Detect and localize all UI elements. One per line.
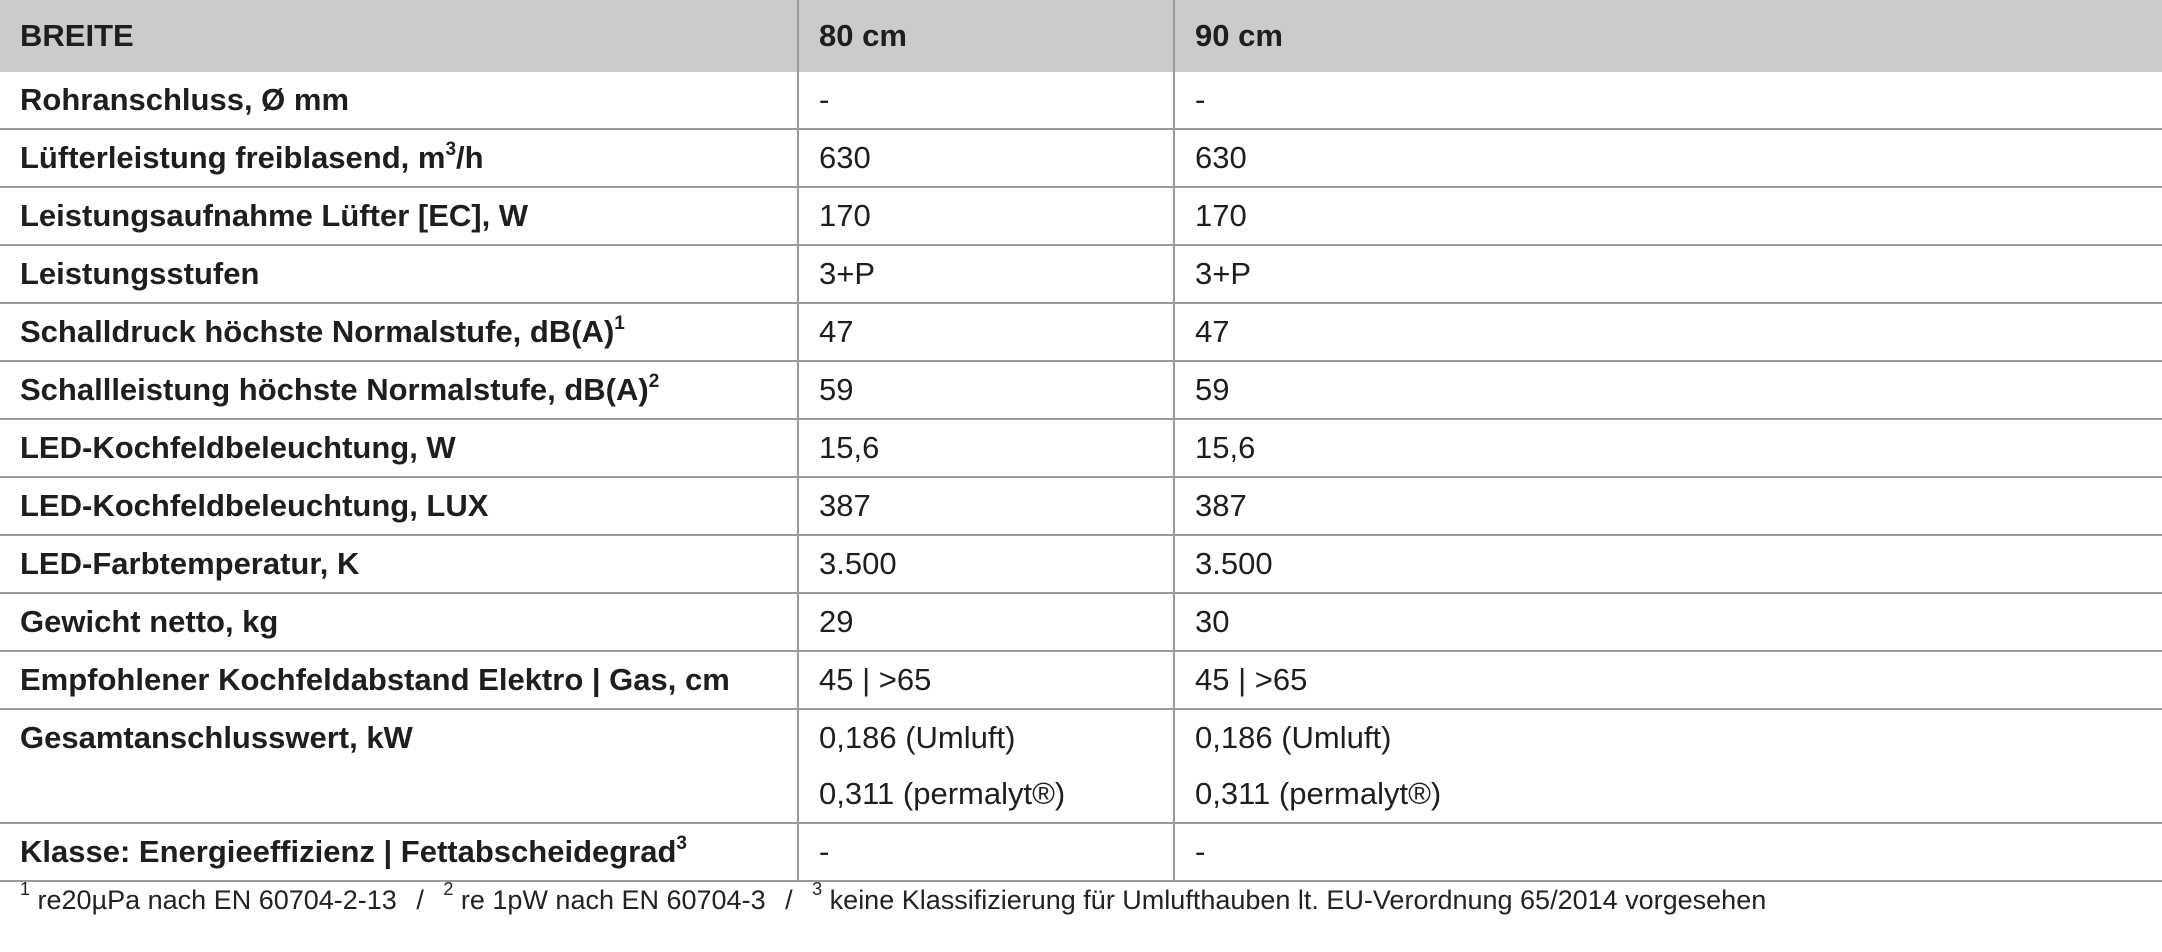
value-80: 47 — [798, 303, 1174, 361]
footnote-separator: / — [416, 885, 424, 915]
value-80: 3.500 — [798, 535, 1174, 593]
value-90: 47 — [1174, 303, 2162, 361]
value-80: - — [798, 72, 1174, 129]
footnote-number: 1 — [20, 879, 31, 899]
header-breite: BREITE — [0, 0, 798, 72]
value-80: 45 | >65 — [798, 651, 1174, 709]
header-row — [0, 0, 2162, 72]
superscript: 3 — [445, 138, 457, 160]
row-label: Schallleistung höchste Normalstufe, $dB(A)^2$ — [0, 361, 798, 419]
footnote-text: keine Klassifizierung für Umlufthauben lt. EU-Verordnung 65/2014 vorgesehen — [829, 885, 1767, 915]
value-90: - — [1174, 72, 2162, 129]
row-label: Lüfterleistung freiblasend, $m^3/h$ — [0, 129, 798, 187]
footnote-ref: 1 — [614, 312, 625, 334]
footnote-ref: 3 — [676, 832, 687, 854]
row-label: LED-Farbtemperatur, K — [0, 535, 798, 593]
table-row — [0, 535, 2162, 593]
table-row — [0, 477, 2162, 535]
value-80: 15,6 — [798, 419, 1174, 477]
row-label: Schalldruck höchste Normalstufe, $dB(A)^1$ — [0, 303, 798, 361]
value-line: 0,311 (permalyt®) — [819, 776, 1066, 811]
row-label: Gesamtanschlusswert, kW — [0, 709, 798, 823]
value-90: - — [1174, 823, 2162, 881]
footnote-separator: / — [785, 885, 793, 915]
value-line: 0,186 (Umluft) — [819, 720, 1016, 755]
table-row — [0, 187, 2162, 245]
value-90: 170 — [1174, 187, 2162, 245]
value-90: 15,6 — [1174, 419, 2162, 477]
footnotes — [20, 879, 1767, 918]
value-80: 3+P — [798, 245, 1174, 303]
footnote-number: 2 — [443, 879, 454, 899]
row-label: Empfohlener Kochfeldabstand Elektro | Gas, cm — [0, 651, 798, 709]
row-label: Leistungsaufnahme Lüfter [EC], W — [0, 187, 798, 245]
table-row — [0, 593, 2162, 651]
table-row — [0, 72, 2162, 129]
value-line: 0,311 (permalyt®) — [1195, 776, 1442, 811]
row-label: Rohranschluss, Ø mm — [0, 72, 798, 129]
value-80: 170 — [798, 187, 1174, 245]
table-row — [0, 709, 2162, 823]
value-90: 630 — [1174, 129, 2162, 187]
footnote-ref: 2 — [648, 370, 660, 392]
row-label: LED-Kochfeldbeleuchtung, LUX — [0, 477, 798, 535]
value-90: 3+P — [1174, 245, 2162, 303]
value-90: 30 — [1174, 593, 2162, 651]
table-row — [0, 129, 2162, 187]
footnote-number: 3 — [812, 879, 823, 899]
table-row — [0, 303, 2162, 361]
value-80: 59 — [798, 361, 1174, 419]
value-80: - — [798, 823, 1174, 881]
value-80 — [798, 709, 1174, 823]
value-90: 3.500 — [1174, 535, 2162, 593]
table-row — [0, 419, 2162, 477]
table-row — [0, 361, 2162, 419]
footnote-text: re 1pW nach EN 60704-3 — [460, 885, 766, 915]
footnote-text: re20µPa nach EN 60704-2-13 — [37, 885, 397, 915]
header-80cm: 80 cm — [798, 0, 1174, 72]
row-label: Leistungsstufen — [0, 245, 798, 303]
table-row — [0, 651, 2162, 709]
table-row — [0, 823, 2162, 881]
value-80: 29 — [798, 593, 1174, 651]
row-label: Gewicht netto, kg — [0, 593, 798, 651]
header-90cm: 90 cm — [1174, 0, 2162, 72]
value-80: 387 — [798, 477, 1174, 535]
value-90: 387 — [1174, 477, 2162, 535]
value-90: 59 — [1174, 361, 2162, 419]
value-line: 0,186 (Umluft) — [1195, 720, 1392, 755]
table-row — [0, 245, 2162, 303]
value-80: 630 — [798, 129, 1174, 187]
row-label: Klasse: Energieeffizienz | Fettabscheidegrad$^3$ — [0, 823, 798, 881]
value-90 — [1174, 709, 2162, 823]
value-90: 45 | >65 — [1174, 651, 2162, 709]
row-label: LED-Kochfeldbeleuchtung, W — [0, 419, 798, 477]
